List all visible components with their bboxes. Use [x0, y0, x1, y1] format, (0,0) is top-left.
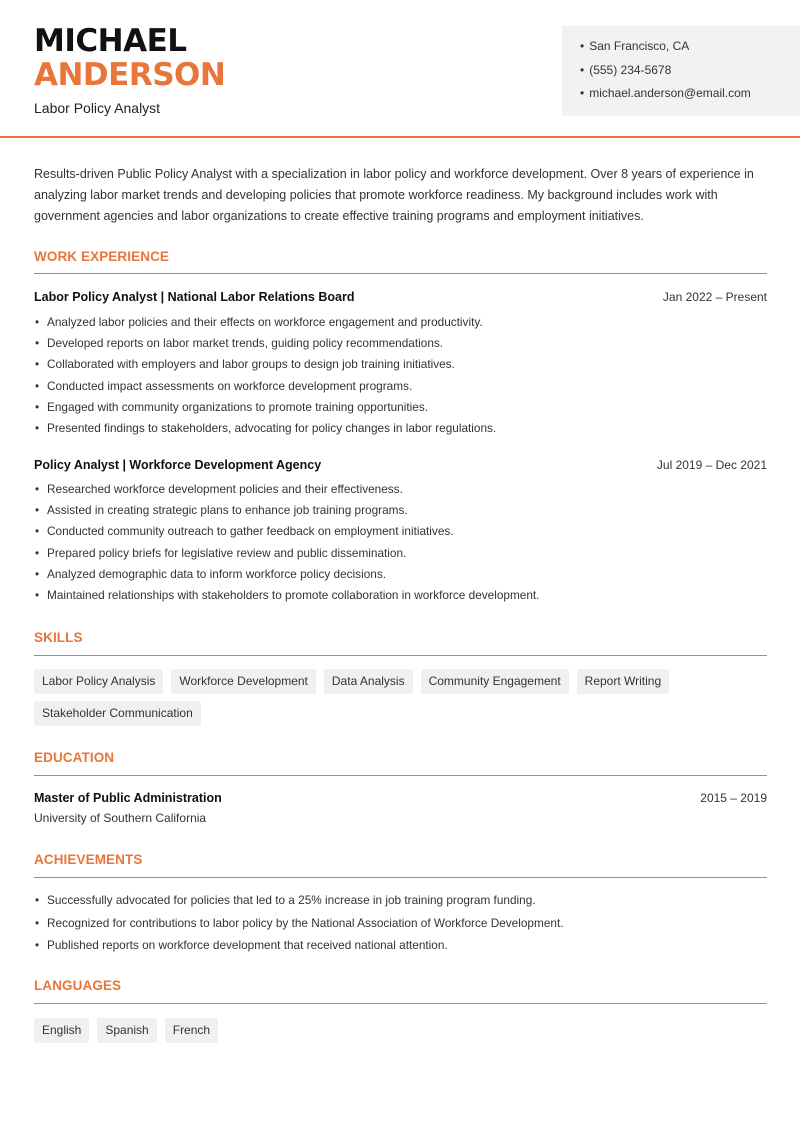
skill-tag: Data Analysis	[324, 669, 413, 694]
languages-list	[34, 1018, 774, 1043]
list-item: • Researched workforce development policies and their effectiveness.	[34, 479, 774, 500]
section-divider	[34, 1003, 767, 1004]
language-tag: French	[165, 1018, 218, 1043]
skills-list	[34, 669, 774, 726]
language-tag: English	[34, 1018, 89, 1043]
list-item: • Recognized for contributions to labor policy by the National Association of Workforce Development.	[34, 912, 774, 935]
skill-tag: Labor Policy Analysis	[34, 669, 163, 694]
candidate-name	[34, 24, 225, 92]
section-title-achievements: ACHIEVEMENTS	[34, 852, 143, 867]
job-role: Labor Policy Analyst	[34, 100, 161, 116]
job-bullets	[34, 479, 774, 606]
list-item: • Published reports on workforce development that received national attention.	[34, 934, 774, 957]
contact-location: • San Francisco, CA	[580, 38, 800, 62]
list-item: • Engaged with community organizations to promote training opportunities.	[34, 397, 774, 418]
achievements-list	[34, 889, 774, 957]
last-name: ANDERSON	[34, 57, 226, 93]
job-date: Jan 2022 – Present	[662, 290, 767, 304]
contact-email: • michael.anderson@email.com	[580, 85, 800, 109]
list-item: • Presented findings to stakeholders, advocating for policy changes in labor regulations.	[34, 418, 774, 439]
education-degree: Master of Public Administration	[34, 791, 222, 805]
summary-text: Results-driven Public Policy Analyst with a specialization in labor policy and workforce development. Over 8 years of experience in analyzing labor market trends and developing policies that promote workforce readiness. My background includes work with government agencies and labor organizations to create effective training programs and employment initiatives.	[34, 167, 754, 223]
list-item: • Successfully advocated for policies that led to a 25% increase in job training program funding.	[34, 889, 774, 912]
skill-tag: Community Engagement	[421, 669, 569, 694]
section-title-experience: WORK EXPERIENCE	[34, 249, 170, 264]
section-title-education: EDUCATION	[34, 750, 115, 765]
language-tag: Spanish	[97, 1018, 156, 1043]
list-item: • Conducted impact assessments on workforce development programs.	[34, 376, 774, 397]
list-item: • Collaborated with employers and labor groups to design job training initiatives.	[34, 354, 774, 375]
skill-tag: Report Writing	[577, 669, 669, 694]
skill-tag: Stakeholder Communication	[34, 701, 201, 726]
education-school: University of Southern California	[34, 811, 207, 825]
first-name: MICHAEL	[34, 23, 187, 59]
list-item: • Maintained relationships with stakeholders to promote collaboration in workforce development.	[34, 585, 774, 606]
job-bullets	[34, 312, 774, 439]
section-title-skills: SKILLS	[34, 630, 83, 645]
section-divider	[34, 655, 767, 656]
list-item: • Prepared policy briefs for legislative review and public dissemination.	[34, 543, 774, 564]
education-date: 2015 – 2019	[700, 791, 767, 805]
job-date: Jul 2019 – Dec 2021	[656, 458, 767, 472]
list-item: • Analyzed labor policies and their effects on workforce engagement and productivity.	[34, 312, 774, 333]
section-divider	[34, 877, 767, 878]
list-item: • Assisted in creating strategic plans to enhance job training programs.	[34, 500, 774, 521]
job-title: Labor Policy Analyst | National Labor Relations Board	[34, 290, 355, 304]
contact-box	[562, 26, 800, 116]
list-item: • Analyzed demographic data to inform workforce policy decisions.	[34, 564, 774, 585]
skill-tag: Workforce Development	[171, 669, 316, 694]
section-title-languages: LANGUAGES	[34, 978, 122, 993]
section-divider	[34, 273, 767, 274]
section-divider	[34, 775, 767, 776]
job-title: Policy Analyst | Workforce Development Agency	[34, 458, 322, 472]
resume-header	[0, 0, 800, 138]
list-item: • Developed reports on labor market trends, guiding policy recommendations.	[34, 333, 774, 354]
contact-phone: • (555) 234-5678	[580, 62, 800, 86]
list-item: • Conducted community outreach to gather feedback on employment initiatives.	[34, 521, 774, 542]
